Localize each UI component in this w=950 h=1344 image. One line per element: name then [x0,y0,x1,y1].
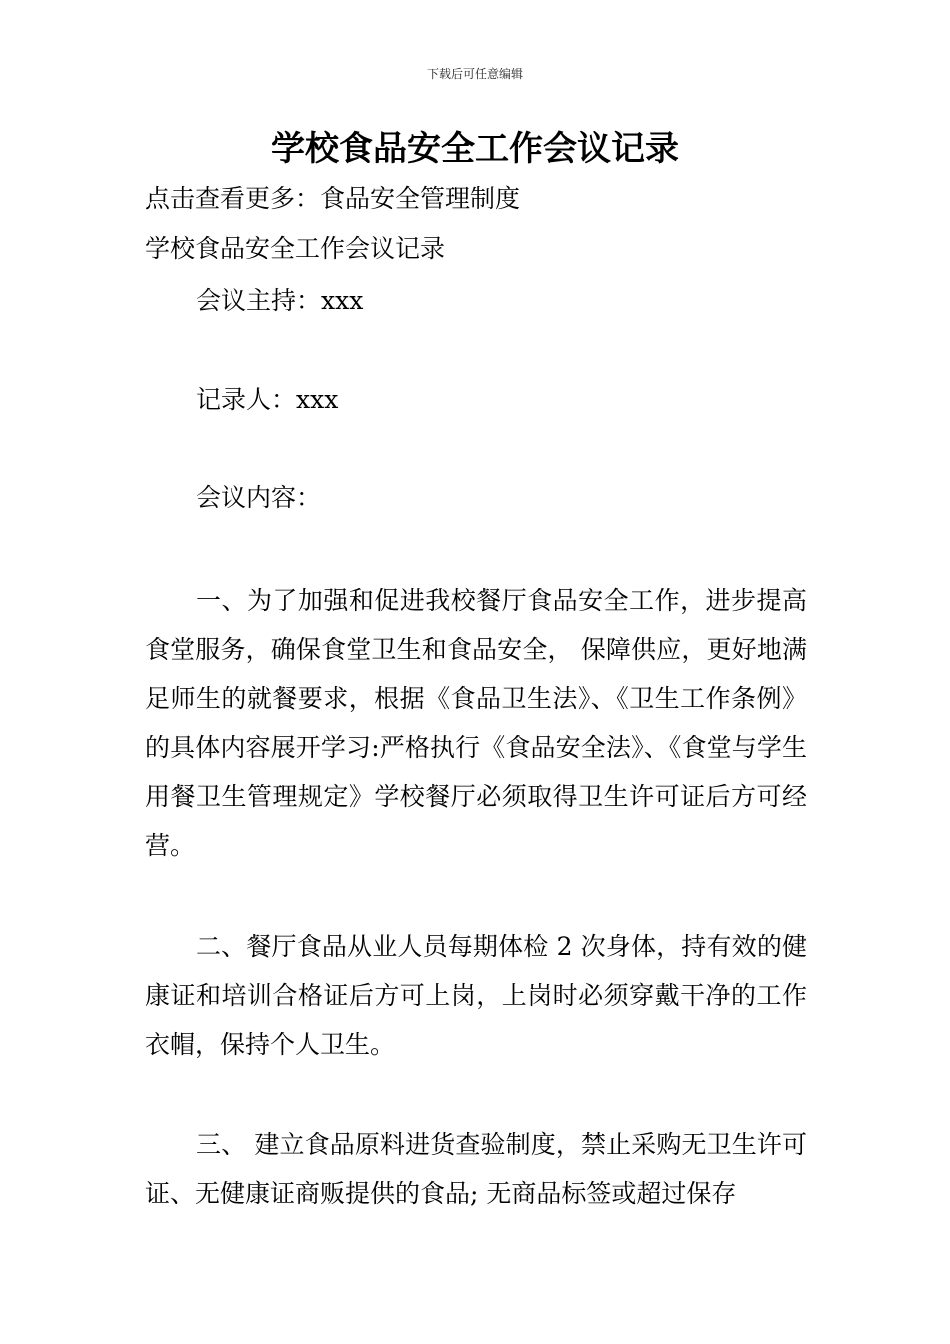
meeting-content-label: 会议内容： [196,483,322,512]
header-note: 下载后可任意编辑 [426,67,523,81]
more-link-line[interactable]: 点击查看更多：食品安全管理制度 [145,184,521,213]
recorder: 记录人：xxx [196,385,339,414]
meeting-host: 会议主持：xxx [196,286,364,315]
document-title: 学校食品安全工作会议记录 [271,129,679,169]
paragraph-2: 二、餐厅食品从业人员每期体检 2 次身体，持有效的健康证和培训合格证后方可上岗，上岗时必须穿戴干净的工作衣帽，保持个人卫生。 [145,932,807,1059]
document-subtitle: 学校食品安全工作会议记录 [145,234,446,263]
paragraph-3: 三、 建立食品原料进货查验制度，禁止采购无卫生许可证、无健康证商贩提供的食品; 无商品标签或超过保存 [145,1130,807,1208]
paragraph-1: 一、为了加强和促进我校餐厅食品安全工作，进步提高食堂服务，确保食堂卫生和食品安全， 保障供应，更好地满足师生的就餐要求，根据《食品卫生法》、《卫生工作条例》的具体内容展开学习:严格执行《食品安全法》、《食堂与学生用餐卫生管理规定》学校餐厅必须取得卫生许可证后方可经营。 [145,586,807,860]
